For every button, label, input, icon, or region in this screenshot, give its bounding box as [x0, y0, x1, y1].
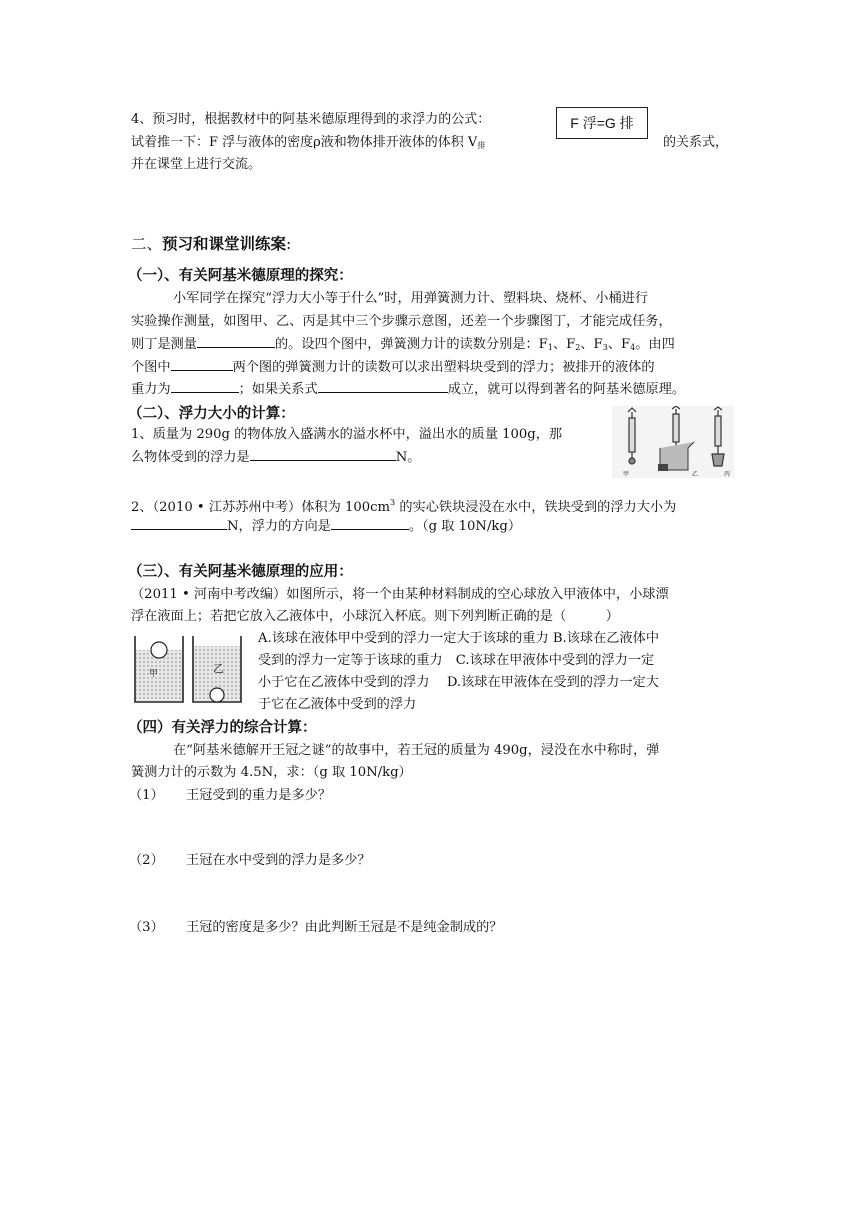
fig-label-jia: 甲 — [623, 471, 630, 478]
part4-p1: 在“阿基米德解开王冠之谜”的故事中，若王冠的质量为 490g，浸没在水中称时，弹 — [173, 743, 660, 758]
part1-p4-b: 两个图的弹簧测力计的读数可以求出塑料块受到的浮力；被排开的液体的 — [232, 360, 655, 375]
part1-p3-a: 则丁是测量 — [131, 337, 197, 352]
part2-q2b — [131, 515, 521, 538]
part4-p2: 簧测力计的示数为 4.5N，求：（g 取 10N/kg） — [131, 765, 412, 780]
part2-q2d-text: 。（g 取 10N/kg） — [408, 519, 522, 534]
part4-q2: 王冠在水中受到的浮力是多少？ — [186, 853, 371, 868]
ball-floating — [151, 642, 167, 658]
q4-line1: 4、预习时，根据教材中的阿基米德原理得到的求浮力的公式： — [131, 112, 491, 127]
part4-q1: 王冠受到的重力是多少？ — [186, 788, 332, 803]
q4-line2 — [131, 131, 485, 151]
q4-line3: 并在课堂上进行交流。 — [131, 157, 262, 172]
beaker-label-yi: 乙 — [213, 662, 224, 675]
part1-p1: 小军同学在探究“浮力大小等于什么”时，用弹簧测力计、塑料块、烧杯、小桶进行 — [173, 291, 649, 306]
part3-p1: （2011 • 河南中考改编）如图所示，将一个由某种材料制成的空心球放入甲液体中，小球漂 — [131, 587, 669, 602]
part1-heading: （一）、有关阿基米德原理的探究： — [128, 267, 353, 284]
beaker-label-jia: 甲 — [149, 669, 159, 679]
part2-q1a: 1、质量为 290g 的物体放入盛满水的溢水杯中，溢出水的质量 100g，那 — [131, 427, 563, 442]
part2-q1b — [131, 446, 420, 469]
part1-p3-e: 、F — [607, 337, 631, 352]
part1-p3-d: 、F — [580, 337, 603, 352]
fig-label-bing: 丙 — [724, 471, 731, 478]
part1-p5-b: ；如果关系式 — [238, 382, 318, 397]
section2-title — [131, 232, 291, 254]
option-line-3: 小于它在乙液体中受到的浮力 D.该球在甲液体在受到的浮力一定大 — [258, 675, 659, 690]
part1-p4 — [131, 356, 655, 379]
part2-q2b-text: 的实心铁块浸没在水中，铁块受到的浮力大小为 — [395, 500, 677, 515]
part1-p2: 实验操作测量，如图甲、乙、丙是其中三个步骤示意图，还差一个步骤图丁，才能完成任务， — [131, 314, 672, 329]
blank-measure[interactable] — [197, 333, 275, 348]
q4-line2-sub: 排 — [477, 141, 486, 150]
part1-p5-c: 成立，就可以得到著名的阿基米德原理。 — [447, 382, 686, 397]
part4-q2-number: （2） — [129, 853, 164, 868]
blank-relation[interactable] — [318, 378, 448, 393]
blank-buoyancy-2[interactable] — [131, 515, 227, 530]
q4-line2-end: 的关系式， — [663, 135, 729, 150]
ball-sunk — [210, 688, 224, 702]
part2-q1c-text: N。 — [395, 450, 421, 465]
blank-two-figures[interactable] — [171, 356, 233, 371]
sup-3: 3 — [390, 498, 396, 507]
section2-title-text: 预习和课堂训练案 — [162, 234, 287, 253]
part1-p5 — [131, 378, 685, 401]
part1-p3-f: 。由四 — [635, 337, 675, 352]
beaker-jia — [135, 636, 183, 702]
part1-p5-a: 重力为 — [131, 382, 171, 397]
sub-4: 4 — [630, 343, 636, 352]
part4-q3-number: （3） — [129, 920, 164, 935]
fig-label-yi: 乙 — [692, 471, 699, 478]
q4-line2-text: 试着推一下：F 浮与液体的密度ρ液和物体排开液体的体积 V — [131, 135, 478, 150]
sub-2: 2 — [575, 343, 581, 352]
option-line-4: 于它在乙液体中受到的浮力 — [258, 697, 417, 712]
spring-scale-figure — [612, 406, 734, 478]
blank-weight[interactable] — [171, 378, 239, 393]
option-line-1: A.该球在液体甲中受到的浮力一定大于该球的重力 B.该球在乙液体中 — [258, 631, 660, 646]
part1-p3-b: 的。设四个图中，弹簧测力计的读数分别是：F — [274, 337, 548, 352]
part4-q3: 王冠的密度是多少？由此判断王冠是不是纯金制成的？ — [186, 920, 503, 935]
formula-box: F 浮=G 排 — [556, 107, 648, 139]
part4-q1-number: （1） — [129, 788, 164, 803]
blank-buoyancy-1[interactable] — [250, 446, 396, 461]
part4-heading: （四）有关浮力的综合计算： — [128, 719, 317, 736]
sub-3: 3 — [602, 343, 608, 352]
part2-q2c-text: N，浮力的方向是 — [227, 519, 331, 534]
part2-q2a-text: 2、（2010 • 江苏苏州中考）体积为 100cm — [131, 500, 391, 515]
part1-p3-c: 、F — [552, 337, 576, 352]
part1-p4-a: 个图中 — [131, 360, 171, 375]
beakers-figure — [131, 632, 245, 706]
part2-heading: （二）、浮力大小的计算： — [128, 405, 295, 422]
option-line-2: 受到的浮力一定等于该球的重力 C.该球在甲液体中受到的浮力一定 — [258, 653, 655, 668]
section2-prefix: 二、 — [131, 235, 163, 253]
blank-direction[interactable] — [331, 515, 409, 530]
sub-1: 1 — [547, 343, 553, 352]
section2-colon: : — [286, 235, 292, 253]
part3-p2: 浮在液面上；若把它放入乙液体中，小球沉入杯底。则下列判断正确的是（ ） — [131, 609, 619, 624]
beaker-yi — [193, 636, 241, 702]
part2-q1b-text: 么物体受到的浮力是 — [131, 450, 250, 465]
part3-heading: （三）、有关阿基米德原理的应用： — [128, 563, 353, 580]
